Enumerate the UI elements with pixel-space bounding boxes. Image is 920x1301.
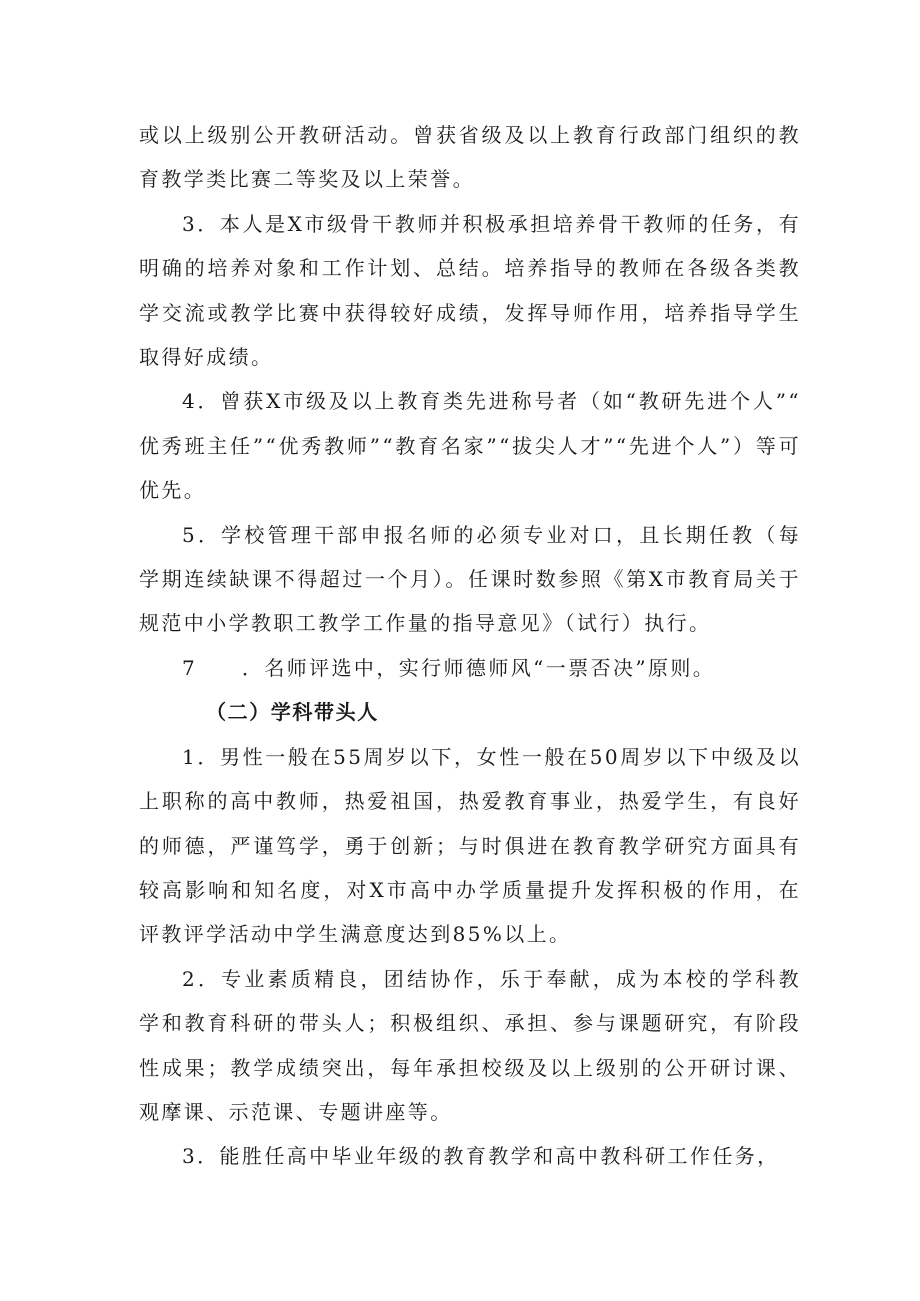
paragraph-item-5: 5．学校管理干部申报名师的必须专业对口，且长期任教（每学期连续缺课不得超过一个月）。任课时数参照《第X市教育局关于规范中小学教职工教学工作量的指导意见》（试行）执行。 [139, 522, 801, 636]
paragraph-leader-item-1: 1．男性一般在55周岁以下，女性一般在50周岁以下中级及以上职称的高中教师，热爱祖国，热爱教育事业，热爱学生，有良好的师德，严谨笃学，勇于创新；与时俱进在教育教学研究方面具有较高影响和知名度，对X市高中办学质量提升发挥积极的作用，在评教评学活动中学生满意度达到85%以上。 [139, 744, 801, 947]
paragraph-continuation: 或以上级别公开教研活动。曾获省级及以上教育行政部门组织的教育教学类比赛二等奖及以上荣誉。 [139, 123, 801, 192]
paragraph-leader-item-3: 3．能胜任高中毕业年级的教育教学和高中教科研工作任务， [182, 1144, 780, 1169]
document-body [139, 113, 801, 1179]
paragraph-item-3: 3．本人是X市级骨干教师并积极承担培养骨干教师的任务，有明确的培养对象和工作计划、总结。培养指导的教师在各级各类教学交流或教学比赛中获得较好成绩，发挥导师作用，培养指导学生取得好成绩。 [139, 211, 801, 370]
paragraph-leader-item-2: 2．专业素质精良，团结协作，乐于奉献，成为本校的学科教学和教育科研的带头人；积极组织、承担、参与课题研究，有阶段性成果；教学成绩突出，每年承担校级及以上级别的公开研讨课、观摩课、示范课、专题讲座等。 [139, 966, 801, 1124]
paragraph-item-7: 7 ．名师评选中，实行师德师风“一票否决”原则。 [182, 655, 716, 680]
paragraph-item-4: 4．曾获X市级及以上教育类先进称号者（如“教研先进个人”“优秀班主任”“优秀教师”“教育名家”“拔尖人才”“先进个人”）等可优先。 [139, 389, 801, 503]
section-heading-subject-leader: （二）学科带头人 [206, 700, 379, 725]
